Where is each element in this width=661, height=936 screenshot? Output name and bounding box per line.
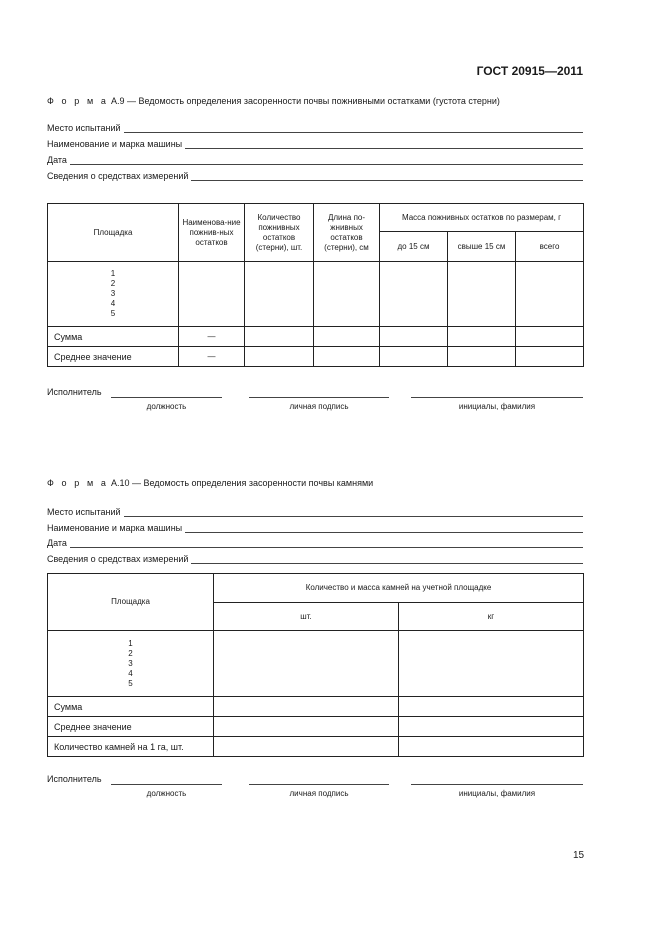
field-instruments: Сведения о средствах измерений: [47, 169, 583, 181]
col-residue-mass: Масса пожнивных остатков по размерам, г: [380, 204, 584, 232]
caption-name: инициалы, фамилия: [458, 789, 536, 798]
field-date: Дата: [47, 536, 583, 548]
col-up-to-15: до 15 см: [380, 232, 448, 262]
table-cell[interactable]: [214, 717, 399, 737]
col-residue-count: Количество пожнивных остатков (стерни), шт.: [245, 204, 314, 262]
caption-signature: личная подпись: [289, 402, 349, 411]
col-residue-length: Длина по-жнивных остатков (стерни), см: [314, 204, 380, 262]
col-plot: Площадка: [48, 574, 214, 631]
table-row: [48, 697, 584, 717]
table-row: [48, 717, 584, 737]
table-cell[interactable]: [245, 262, 314, 327]
field-instruments: Сведения о средствах измерений: [47, 552, 583, 564]
table-cell[interactable]: [516, 327, 584, 347]
table-cell[interactable]: [399, 631, 584, 697]
signature-label: Исполнитель: [47, 774, 102, 784]
plot-numbers: 1 2 3 4 5: [48, 262, 179, 327]
table-a10: [47, 573, 584, 757]
field-test-place: Место испытаний: [47, 121, 583, 133]
field-line[interactable]: [185, 524, 583, 533]
table-cell[interactable]: [380, 327, 448, 347]
signature-block-a10: [47, 774, 583, 802]
name-line[interactable]: [411, 784, 583, 785]
table-cell[interactable]: [399, 697, 584, 717]
caption-name: инициалы, фамилия: [458, 402, 536, 411]
table-cell[interactable]: [380, 347, 448, 367]
table-cell[interactable]: [399, 737, 584, 757]
col-over-15: свыше 15 см: [448, 232, 516, 262]
field-line[interactable]: [124, 508, 583, 517]
caption-position: должность: [146, 402, 187, 411]
field-line[interactable]: [191, 172, 583, 181]
table-cell[interactable]: [516, 262, 584, 327]
col-kg: кг: [399, 603, 584, 631]
table-cell[interactable]: [214, 697, 399, 717]
row-sum: Сумма: [48, 697, 214, 717]
table-cell[interactable]: [399, 717, 584, 737]
table-cell[interactable]: [448, 347, 516, 367]
table-cell[interactable]: [448, 327, 516, 347]
row-sum: Сумма: [48, 327, 179, 347]
field-line[interactable]: [70, 156, 583, 165]
field-machine-name: Наименование и марка машины: [47, 521, 583, 533]
page-number: 15: [573, 850, 585, 861]
field-test-place: Место испытаний: [47, 505, 583, 517]
field-machine-name: Наименование и марка машины: [47, 137, 583, 149]
table-row: [48, 347, 584, 367]
signature-block-a9: [47, 387, 583, 415]
table-cell[interactable]: [314, 327, 380, 347]
col-total: всего: [516, 232, 584, 262]
form-a10-title-text: А.10 — Ведомость определения засоренности почвы камнями: [108, 478, 374, 488]
table-cell[interactable]: [179, 262, 245, 327]
signature-line[interactable]: [249, 397, 389, 398]
form-a9-prefix: Ф о р м а: [47, 96, 109, 106]
table-cell[interactable]: [314, 262, 380, 327]
row-average: Среднее значение: [48, 347, 179, 367]
table-row: [48, 262, 584, 327]
caption-signature: личная подпись: [289, 789, 349, 798]
position-line[interactable]: [111, 397, 222, 398]
col-pieces: шт.: [214, 603, 399, 631]
table-cell[interactable]: [448, 262, 516, 327]
table-cell[interactable]: [516, 347, 584, 367]
field-line[interactable]: [185, 140, 583, 149]
table-row: [48, 631, 584, 697]
dash-cell: —: [179, 327, 245, 347]
form-a10-prefix: Ф о р м а: [47, 478, 109, 488]
standard-number: ГОСТ 20915—2011: [476, 64, 583, 78]
table-cell[interactable]: [214, 737, 399, 757]
signature-label: Исполнитель: [47, 387, 102, 397]
signature-line[interactable]: [249, 784, 389, 785]
table-cell[interactable]: [245, 347, 314, 367]
form-a10-title: [47, 478, 373, 488]
row-stones-per-ha: Количество камней на 1 га, шт.: [48, 737, 214, 757]
table-a9: [47, 203, 584, 367]
table-cell[interactable]: [314, 347, 380, 367]
col-residue-name: Наименова-ние пожнив-ных остатков: [179, 204, 245, 262]
caption-position: должность: [146, 789, 187, 798]
table-cell[interactable]: [380, 262, 448, 327]
col-plot: Площадка: [48, 204, 179, 262]
dash-cell: —: [179, 347, 245, 367]
table-row: [48, 327, 584, 347]
col-stones-group: Количество и масса камней на учетной площадке: [214, 574, 584, 603]
position-line[interactable]: [111, 784, 222, 785]
table-cell[interactable]: [214, 631, 399, 697]
plot-numbers: 1 2 3 4 5: [48, 631, 214, 697]
form-a9-title-text: А.9 — Ведомость определения засоренности почвы пожнивными остатками (густота стерни): [108, 96, 500, 106]
form-a9-title: [47, 96, 500, 106]
field-date: Дата: [47, 153, 583, 165]
table-cell[interactable]: [245, 327, 314, 347]
field-line[interactable]: [191, 555, 583, 564]
field-line[interactable]: [124, 124, 583, 133]
row-average: Среднее значение: [48, 717, 214, 737]
name-line[interactable]: [411, 397, 583, 398]
table-row: [48, 737, 584, 757]
field-line[interactable]: [70, 539, 583, 548]
